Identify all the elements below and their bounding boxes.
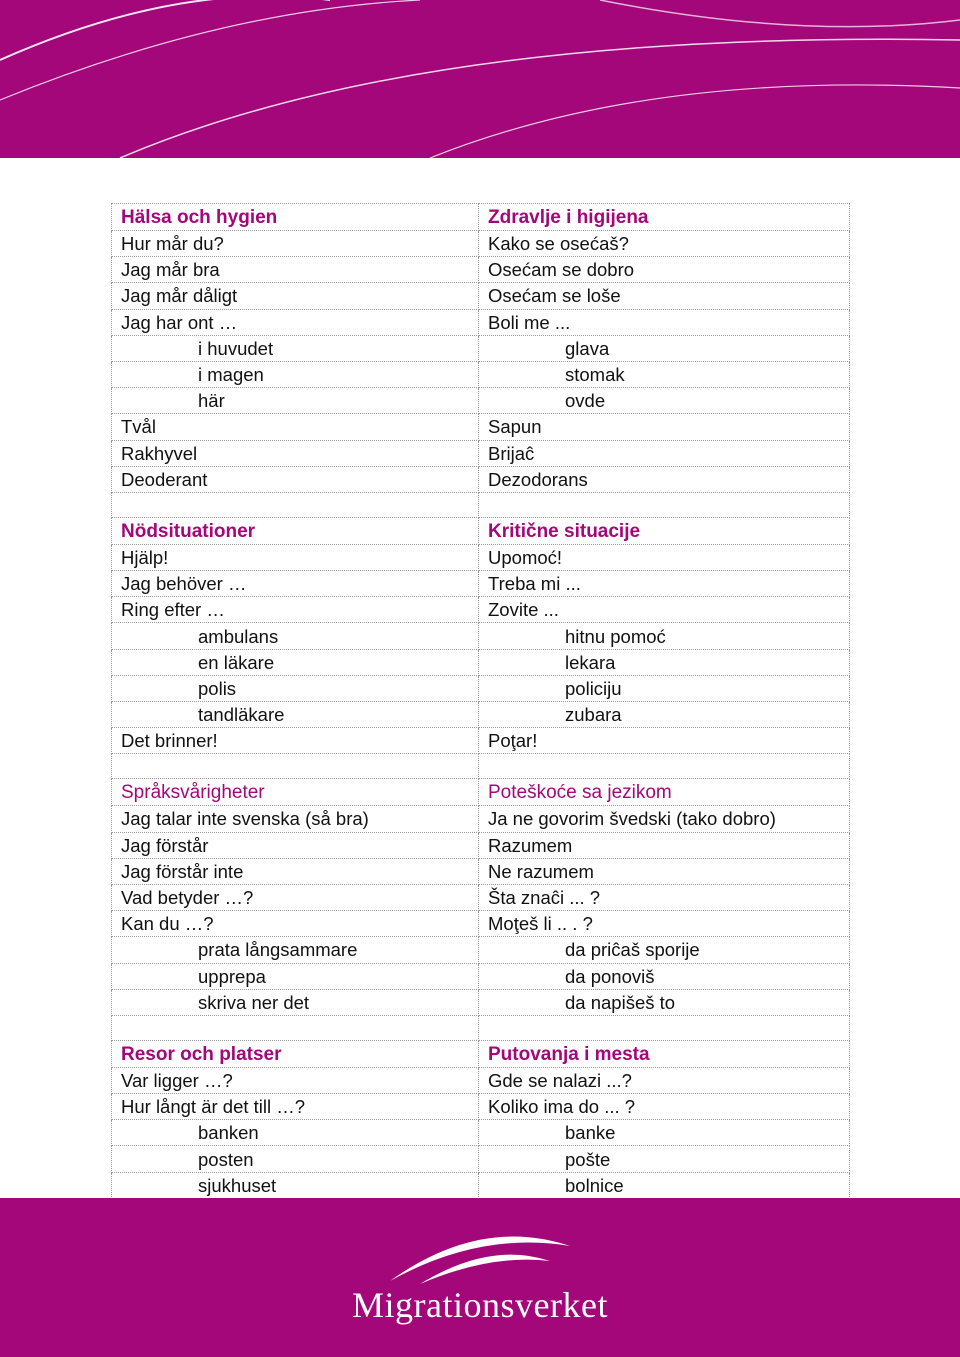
phrase-swedish: Kan du …? — [112, 911, 479, 937]
phrase-row — [112, 1146, 850, 1172]
phrase-bosnian: Upomoć! — [479, 544, 850, 570]
phrase-swedish: Hjälp! — [112, 544, 479, 570]
phrase-row — [112, 832, 850, 858]
phrase-swedish: ambulans — [112, 623, 479, 649]
phrase-swedish: Hur långt är det till …? — [112, 1094, 479, 1120]
phrase-bosnian: da priĉaš sporije — [479, 937, 850, 963]
phrase-swedish: prata långsammare — [112, 937, 479, 963]
phrase-row — [112, 675, 850, 701]
phrase-bosnian: Razumem — [479, 832, 850, 858]
phrase-swedish: skriva ner det — [112, 989, 479, 1015]
phrase-row — [112, 257, 850, 283]
phrase-swedish: Jag behöver … — [112, 571, 479, 597]
phrase-row — [112, 963, 850, 989]
spacer-cell — [479, 754, 850, 779]
phrase-bosnian: pošte — [479, 1146, 850, 1172]
phrase-bosnian: bolnice — [479, 1172, 850, 1198]
phrase-bosnian: ovde — [479, 388, 850, 414]
phrase-swedish: i magen — [112, 361, 479, 387]
phrase-swedish: tandläkare — [112, 702, 479, 728]
phrase-row — [112, 1120, 850, 1146]
phrase-row — [112, 440, 850, 466]
phrase-swedish: Jag mår bra — [112, 257, 479, 283]
spacer-cell — [112, 1015, 479, 1040]
phrase-bosnian: glava — [479, 335, 850, 361]
phrase-swedish: Jag har ont … — [112, 309, 479, 335]
phrase-bosnian: Treba mi ... — [479, 571, 850, 597]
phrase-swedish: Tvål — [112, 414, 479, 440]
phrase-bosnian: Šta znaĉi ... ? — [479, 884, 850, 910]
spacer-cell — [479, 1015, 850, 1040]
phrase-row — [112, 1094, 850, 1120]
migrationsverket-logo-arc-icon — [380, 1226, 580, 1286]
phrase-row — [112, 989, 850, 1015]
phrase-swedish: Jag talar inte svenska (så bra) — [112, 806, 479, 832]
phrase-bosnian: Moţeš li .. . ? — [479, 911, 850, 937]
phrase-bosnian: Zovite ... — [479, 597, 850, 623]
phrase-swedish: här — [112, 388, 479, 414]
phrase-bosnian: zubara — [479, 702, 850, 728]
phrase-bosnian: da ponoviš — [479, 963, 850, 989]
section-title-swedish: Hälsa och hygien — [112, 204, 479, 231]
phrase-bosnian: Koliko ima do ... ? — [479, 1094, 850, 1120]
phrase-bosnian: lekara — [479, 649, 850, 675]
phrase-swedish: Jag förstår — [112, 832, 479, 858]
section-title-bosnian: Zdravlje i higijena — [479, 204, 850, 231]
phrase-swedish: Ring efter … — [112, 597, 479, 623]
phrase-bosnian: Dezodorans — [479, 466, 850, 492]
phrase-bosnian: stomak — [479, 361, 850, 387]
phrase-row — [112, 1067, 850, 1093]
phrase-bosnian: Gde se nalazi ...? — [479, 1067, 850, 1093]
phrase-swedish: Jag förstår inte — [112, 858, 479, 884]
phrase-bosnian: Ne razumem — [479, 858, 850, 884]
phrase-row — [112, 544, 850, 570]
phrase-row — [112, 806, 850, 832]
phrase-bosnian: Osećam se loše — [479, 283, 850, 309]
spacer-cell — [112, 754, 479, 779]
phrase-row — [112, 309, 850, 335]
phrase-row — [112, 597, 850, 623]
phrase-row — [112, 937, 850, 963]
phrase-swedish: Deoderant — [112, 466, 479, 492]
phrase-row — [112, 466, 850, 492]
phrase-row — [112, 388, 850, 414]
phrase-swedish: Hur mår du? — [112, 231, 479, 257]
phrase-table-body — [112, 204, 850, 1199]
section-heading-row — [112, 1040, 850, 1067]
phrase-swedish: Var ligger …? — [112, 1067, 479, 1093]
header-band — [0, 0, 960, 158]
phrase-swedish: Vad betyder …? — [112, 884, 479, 910]
phrase-bosnian: Poţar! — [479, 728, 850, 754]
header-wave-lines — [0, 0, 960, 158]
phrase-row — [112, 728, 850, 754]
spacer-row — [112, 492, 850, 517]
spacer-cell — [112, 492, 479, 517]
phrase-row — [112, 884, 850, 910]
section-title-swedish: Nödsituationer — [112, 517, 479, 544]
phrase-swedish: en läkare — [112, 649, 479, 675]
phrase-bosnian: Osećam se dobro — [479, 257, 850, 283]
phrase-swedish: posten — [112, 1146, 479, 1172]
spacer-row — [112, 754, 850, 779]
phrase-bosnian: Ja ne govorim švedski (tako dobro) — [479, 806, 850, 832]
phrase-swedish: Rakhyvel — [112, 440, 479, 466]
phrase-row — [112, 1172, 850, 1198]
phrase-swedish: i huvudet — [112, 335, 479, 361]
phrase-bosnian: policiju — [479, 675, 850, 701]
section-title-bosnian: Poteškoće sa jezikom — [479, 779, 850, 806]
section-title-swedish: Resor och platser — [112, 1040, 479, 1067]
phrase-swedish: polis — [112, 675, 479, 701]
section-heading-row — [112, 779, 850, 806]
phrase-row — [112, 283, 850, 309]
phrase-bosnian: Kako se osećaš? — [479, 231, 850, 257]
phrase-row — [112, 361, 850, 387]
phrase-bosnian: Brijaĉ — [479, 440, 850, 466]
phrase-swedish: sjukhuset — [112, 1172, 479, 1198]
section-heading-row — [112, 517, 850, 544]
phrase-bosnian: hitnu pomoć — [479, 623, 850, 649]
section-heading-row — [112, 204, 850, 231]
section-title-bosnian: Putovanja i mesta — [479, 1040, 850, 1067]
section-title-bosnian: Kritične situacije — [479, 517, 850, 544]
phrase-row — [112, 623, 850, 649]
phrase-row — [112, 911, 850, 937]
phrase-row — [112, 702, 850, 728]
phrase-row — [112, 231, 850, 257]
phrase-row — [112, 571, 850, 597]
phrase-bosnian: da napišeš to — [479, 989, 850, 1015]
phrase-row — [112, 335, 850, 361]
phrase-row — [112, 414, 850, 440]
phrase-table — [111, 203, 850, 1199]
phrase-row — [112, 649, 850, 675]
spacer-cell — [479, 492, 850, 517]
phrase-swedish: banken — [112, 1120, 479, 1146]
phrase-row — [112, 858, 850, 884]
phrase-bosnian: Boli me ... — [479, 309, 850, 335]
phrase-swedish: Jag mår dåligt — [112, 283, 479, 309]
section-title-swedish: Språksvårigheter — [112, 779, 479, 806]
phrase-bosnian: banke — [479, 1120, 850, 1146]
phrase-swedish: upprepa — [112, 963, 479, 989]
migrationsverket-logo: Migrationsverket — [352, 1285, 608, 1325]
phrase-bosnian: Sapun — [479, 414, 850, 440]
phrase-swedish: Det brinner! — [112, 728, 479, 754]
spacer-row — [112, 1015, 850, 1040]
